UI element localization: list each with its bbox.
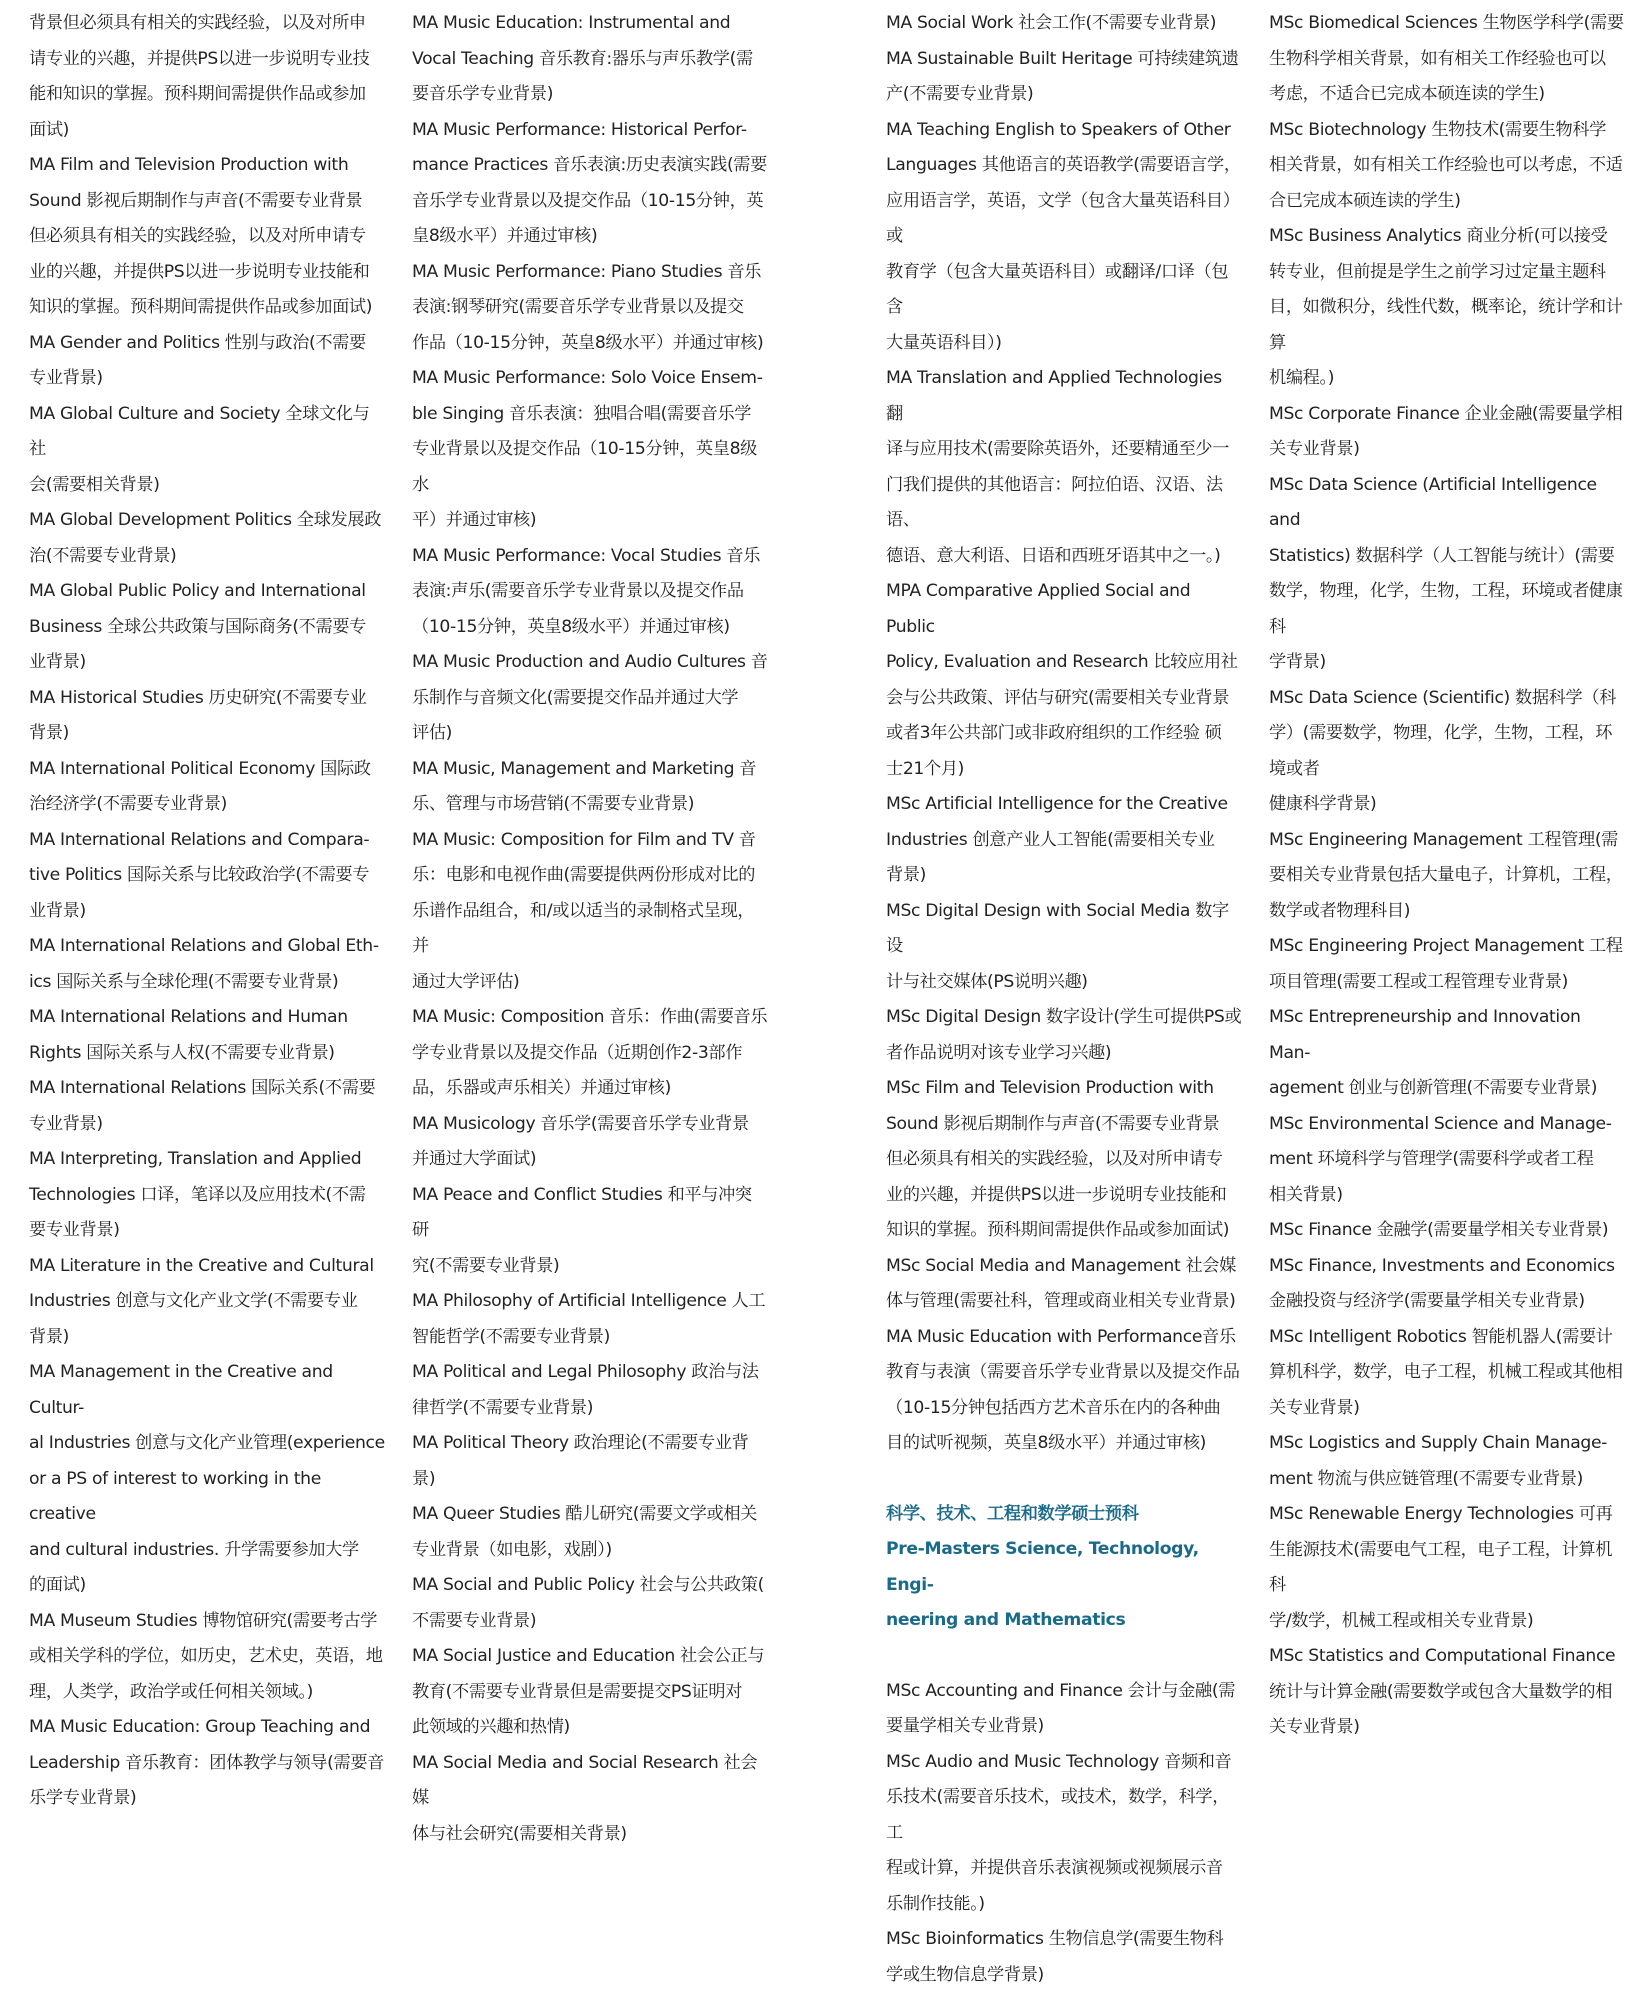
program-entry-line: MSc Statistics and Computational Finance <box>1269 1639 1625 1675</box>
program-entry <box>29 6 385 148</box>
program-entry <box>412 645 768 752</box>
program-entry-line: Vocal Teaching 音乐教育:器乐与声乐教学(需 <box>412 42 768 78</box>
program-entry <box>886 1071 1242 1249</box>
program-entry <box>1269 468 1625 681</box>
program-entry-line: 知识的掌握。预科期间需提供作品或参加面试) <box>886 1213 1242 1249</box>
program-entry-line: MA Interpreting, Translation and Applied <box>29 1142 385 1178</box>
program-entry-line: 应用语言学，英语，文学（包含大量英语科目）或 <box>886 184 1242 255</box>
program-entry-line: 关专业背景) <box>1269 1391 1625 1427</box>
program-entry-line: MA Social Work 社会工作(不需要专业背景) <box>886 6 1242 42</box>
program-entry <box>412 1426 768 1497</box>
program-entry-line: 算机科学，数学，电子工程，机械工程或其他相 <box>1269 1355 1625 1391</box>
program-entry-line: MA Peace and Conflict Studies 和平与冲突研 <box>412 1178 768 1249</box>
program-entry <box>29 326 385 397</box>
program-entry <box>412 1000 768 1107</box>
program-entry-line: al Industries 创意与文化产业管理(experience <box>29 1426 385 1462</box>
program-entry-line: 究(不需要专业背景) <box>412 1249 768 1285</box>
program-entry-line: 要音乐学专业背景) <box>412 77 768 113</box>
program-entry-line: Rights 国际关系与人权(不需要专业背景) <box>29 1036 385 1072</box>
program-entry-line: 或者3年公共部门或非政府组织的工作经验 硕 <box>886 716 1242 752</box>
column-4 <box>1269 6 1625 1746</box>
program-entry-line: MA Film and Television Production with <box>29 148 385 184</box>
program-entry-line: 业背景) <box>29 894 385 930</box>
program-entry-line: 要量学相关专业背景) <box>886 1709 1242 1745</box>
program-entry-line: 律哲学(不需要专业背景) <box>412 1391 768 1427</box>
program-entry-line: Leadership 音乐教育：团体教学与领导(需要音 <box>29 1746 385 1782</box>
program-entry-line: MSc Finance 金融学(需要量学相关专业背景) <box>1269 1213 1625 1249</box>
program-entry-line: MA Gender and Politics 性别与政治(不需要 <box>29 326 385 362</box>
program-entry-line: MA Queer Studies 酷儿研究(需要文学或相关 <box>412 1497 768 1533</box>
program-entry <box>29 574 385 681</box>
program-entry-line: MSc Logistics and Supply Chain Manage- <box>1269 1426 1625 1462</box>
program-entry-line: 通过大学评估) <box>412 965 768 1001</box>
program-entry <box>886 42 1242 113</box>
program-entry <box>1269 1426 1625 1497</box>
program-entry-line: 相关背景) <box>1269 1178 1625 1214</box>
program-entry-line: ics 国际关系与全球伦理(不需要专业背景) <box>29 965 385 1001</box>
program-entry-line: MSc Bioinformatics 生物信息学(需要生物科 <box>886 1922 1242 1958</box>
program-entry-line: 体与管理(需要社科，管理或商业相关专业背景) <box>886 1284 1242 1320</box>
program-entry <box>29 1249 385 1356</box>
program-entry-line: 品，乐器或声乐相关）并通过审核) <box>412 1071 768 1107</box>
program-entry-line: MA Sustainable Built Heritage 可持续建筑遗 <box>886 42 1242 78</box>
program-entry-line: 体与社会研究(需要相关背景) <box>412 1817 768 1853</box>
program-entry <box>412 1107 768 1178</box>
program-entry-line: MSc Intelligent Robotics 智能机器人(需要计 <box>1269 1320 1625 1356</box>
program-entry <box>886 1000 1242 1071</box>
program-entry <box>412 823 768 1001</box>
program-entry <box>1269 397 1625 468</box>
program-entry-line: 门我们提供的其他语言：阿拉伯语、汉语、法语、 <box>886 468 1242 539</box>
program-entry-line: 教育学（包含大量英语科目）或翻译/口译（包含 <box>886 255 1242 326</box>
program-entry <box>29 1355 385 1604</box>
program-entry-line: MA International Relations and Compara- <box>29 823 385 859</box>
program-entry <box>412 752 768 823</box>
column-3 <box>886 6 1242 1993</box>
program-entry-line: MA Music Education with Performance音乐 <box>886 1320 1242 1356</box>
section-heading-line: neering and Mathematics <box>886 1603 1242 1639</box>
program-entry-line: 背景) <box>29 1320 385 1356</box>
program-entry-line: 乐谱作品组合，和/或以适当的录制格式呈现，并 <box>412 894 768 965</box>
program-entry <box>412 539 768 646</box>
program-entry <box>886 787 1242 894</box>
program-entry-line: 专业背景以及提交作品（10-15分钟，英皇8级水 <box>412 432 768 503</box>
program-entry-line: MSc Data Science (Artificial Intelligence and <box>1269 468 1625 539</box>
program-entry <box>412 361 768 539</box>
program-entry-line: 目，如微积分，线性代数，概率论，统计学和计算 <box>1269 290 1625 361</box>
program-entry-line: 要相关专业背景包括大量电子，计算机，工程， <box>1269 858 1625 894</box>
program-entry-line: 会与公共政策、评估与研究(需要相关专业背景 <box>886 681 1242 717</box>
program-entry-line: MSc Digital Design with Social Media 数字设 <box>886 894 1242 965</box>
program-entry-line: 但必须具有相关的实践经验，以及对所申请专 <box>886 1142 1242 1178</box>
program-entry-line: MA Political and Legal Philosophy 政治与法 <box>412 1355 768 1391</box>
program-entry-line: 生物科学相关背景，如有相关工作经验也可以 <box>1269 42 1625 78</box>
program-entry-line: or a PS of interest to working in the creative <box>29 1462 385 1533</box>
program-entry-line: 乐技术(需要音乐技术，或技术，数学，科学，工 <box>886 1780 1242 1851</box>
program-entry-line: 背景) <box>29 716 385 752</box>
program-entry-line: MA Musicology 音乐学(需要音乐学专业背景 <box>412 1107 768 1143</box>
program-entry <box>29 1071 385 1142</box>
program-entry-line: Languages 其他语言的英语教学(需要语言学， <box>886 148 1242 184</box>
program-entry <box>886 1745 1242 1923</box>
program-entry-line: 不需要专业背景) <box>412 1604 768 1640</box>
program-entry-line: 乐制作技能。) <box>886 1887 1242 1923</box>
program-entry-line: 数学，物理，化学，生物，工程，环境或者健康科 <box>1269 574 1625 645</box>
program-entry <box>412 1746 768 1853</box>
program-entry <box>1269 113 1625 220</box>
program-entry-line: MA International Relations and Global Eth- <box>29 929 385 965</box>
program-entry-line: 乐、管理与市场营销(不需要专业背景) <box>412 787 768 823</box>
program-entry-line: ment 环境科学与管理学(需要科学或者工程 <box>1269 1142 1625 1178</box>
program-entry-line: 乐学专业背景) <box>29 1781 385 1817</box>
program-entry-line: MA Philosophy of Artificial Intelligence 人工 <box>412 1284 768 1320</box>
program-entry-line: 乐制作与音频文化(需要提交作品并通过大学 <box>412 681 768 717</box>
program-entry-line: 计与社交媒体(PS说明兴趣) <box>886 965 1242 1001</box>
program-entry-line: MA International Political Economy 国际政 <box>29 752 385 788</box>
program-entry-line: 治经济学(不需要专业背景) <box>29 787 385 823</box>
program-entry-line: 平）并通过审核) <box>412 503 768 539</box>
program-entry-line: 背景) <box>886 858 1242 894</box>
program-entry-line: 合已完成本硕连读的学生) <box>1269 184 1625 220</box>
program-entry <box>886 1922 1242 1993</box>
program-entry-line: Industries 创意产业人工智能(需要相关专业 <box>886 823 1242 859</box>
program-entry <box>29 823 385 930</box>
program-entry-line: ble Singing 音乐表演：独唱合唱(需要音乐学 <box>412 397 768 433</box>
program-entry-line: 乐：电影和电视作曲(需要提供两份形成对比的 <box>412 858 768 894</box>
program-entry-line: （10-15分钟，英皇8级水平）并通过审核) <box>412 610 768 646</box>
program-entry <box>412 1639 768 1746</box>
program-entry-line: 或相关学科的学位，如历史，艺术史，英语，地 <box>29 1639 385 1675</box>
program-entry <box>1269 1320 1625 1427</box>
program-entry-line: MA Teaching English to Speakers of Other <box>886 113 1242 149</box>
program-entry <box>29 752 385 823</box>
program-entry <box>29 1710 385 1817</box>
program-entry <box>886 1320 1242 1462</box>
program-entry <box>1269 929 1625 1000</box>
program-entry-line: （10-15分钟包括西方艺术音乐在内的各种曲 <box>886 1391 1242 1427</box>
program-entry <box>1269 1497 1625 1639</box>
program-entry-line: 请专业的兴趣，并提供PS以进一步说明专业技 <box>29 42 385 78</box>
program-entry-line: 统计与计算金融(需要数学或包含大量数学的相 <box>1269 1675 1625 1711</box>
program-entry-line: 但必须具有相关的实践经验，以及对所申请专 <box>29 219 385 255</box>
program-entry-line: Sound 影视后期制作与声音(不需要专业背景 <box>29 184 385 220</box>
program-entry-line: 关专业背景) <box>1269 1710 1625 1746</box>
program-entry <box>1269 6 1625 113</box>
program-entry-line: MA Music: Composition 音乐：作曲(需要音乐 <box>412 1000 768 1036</box>
program-entry-line: 能和知识的掌握。预科期间需提供作品或参加 <box>29 77 385 113</box>
program-entry-line: ment 物流与供应链管理(不需要专业背景) <box>1269 1462 1625 1498</box>
program-entry-line: MSc Accounting and Finance 会计与金融(需 <box>886 1674 1242 1710</box>
program-entry <box>412 6 768 113</box>
program-entry <box>29 503 385 574</box>
program-entry-line: 学或生物信息学背景) <box>886 1958 1242 1993</box>
program-entry <box>1269 1639 1625 1746</box>
program-entry-line: MSc Artificial Intelligence for the Creative <box>886 787 1242 823</box>
program-entry-line: tive Politics 国际关系与比较政治学(不需要专 <box>29 858 385 894</box>
program-entry <box>29 1000 385 1071</box>
program-entry-line: 机编程。) <box>1269 361 1625 397</box>
program-entry-line: MA Management in the Creative and Cultur- <box>29 1355 385 1426</box>
program-entry-line: 金融投资与经济学(需要量学相关专业背景) <box>1269 1284 1625 1320</box>
program-entry-line: MSc Corporate Finance 企业金融(需要量学相 <box>1269 397 1625 433</box>
program-entry-line: 德语、意大利语、日语和西班牙语其中之一。) <box>886 539 1242 575</box>
program-entry-line: MA International Relations and Human <box>29 1000 385 1036</box>
program-entry <box>1269 1249 1625 1320</box>
program-entry <box>412 1178 768 1285</box>
program-entry-line: MSc Digital Design 数字设计(学生可提供PS或 <box>886 1000 1242 1036</box>
program-entry-line: 知识的掌握。预科期间需提供作品或参加面试) <box>29 290 385 326</box>
program-entry-line: MA Music, Management and Marketing 音 <box>412 752 768 788</box>
program-entry <box>29 397 385 504</box>
program-entry-line: 者作品说明对该专业学习兴趣) <box>886 1036 1242 1072</box>
program-entry <box>29 929 385 1000</box>
program-entry <box>412 1568 768 1639</box>
program-entry-line: Technologies 口译，笔译以及应用技术(不需 <box>29 1178 385 1214</box>
program-entry-line: 业背景) <box>29 645 385 681</box>
program-entry-line: 教育与表演（需要音乐学专业背景以及提交作品 <box>886 1355 1242 1391</box>
program-entry-line: MA International Relations 国际关系(不需要 <box>29 1071 385 1107</box>
program-entry-line: MA Global Development Politics 全球发展政 <box>29 503 385 539</box>
program-entry-line: 考虑，不适合已完成本硕连读的学生) <box>1269 77 1625 113</box>
program-entry <box>1269 823 1625 930</box>
section-heading-line: 科学、技术、工程和数学硕士预科 <box>886 1497 1242 1533</box>
program-entry-line: MSc Film and Television Production with <box>886 1071 1242 1107</box>
program-entry-line: Sound 影视后期制作与声音(不需要专业背景 <box>886 1107 1242 1143</box>
program-entry <box>29 681 385 752</box>
program-entry-line: 健康科学背景) <box>1269 787 1625 823</box>
program-entry <box>1269 1107 1625 1214</box>
program-entry-line: 背景但必须具有相关的实践经验，以及对所申 <box>29 6 385 42</box>
program-entry-line: MA Political Theory 政治理论(不需要专业背 <box>412 1426 768 1462</box>
program-entry-line: MSc Biotechnology 生物技术(需要生物科学 <box>1269 113 1625 149</box>
program-entry-line: MA Museum Studies 博物馆研究(需要考古学 <box>29 1604 385 1640</box>
program-entry-line: MSc Entrepreneurship and Innovation Man- <box>1269 1000 1625 1071</box>
program-entry <box>886 1249 1242 1320</box>
program-entry-line: MA Global Public Policy and International <box>29 574 385 610</box>
program-entry <box>886 113 1242 362</box>
program-entry-line: 生能源技术(需要电气工程，电子工程，计算机科 <box>1269 1533 1625 1604</box>
program-entry-line: Policy, Evaluation and Research 比较应用社 <box>886 645 1242 681</box>
program-entry-line: MA Literature in the Creative and Cultural <box>29 1249 385 1285</box>
program-entry-line: MSc Engineering Management 工程管理(需 <box>1269 823 1625 859</box>
program-entry-line: 理，人类学，政治学或任何相关领域。) <box>29 1675 385 1711</box>
program-entry <box>412 113 768 255</box>
program-entry-line: MSc Audio and Music Technology 音频和音 <box>886 1745 1242 1781</box>
program-entry-line: MSc Data Science (Scientific) 数据科学（科 <box>1269 681 1625 717</box>
program-entry-line: MA Music Production and Audio Cultures 音 <box>412 645 768 681</box>
program-entry-line: MA Translation and Applied Technologies 翻 <box>886 361 1242 432</box>
program-entry-line: and cultural industries. 升学需要参加大学 <box>29 1533 385 1569</box>
program-entry-line: Business 全球公共政策与国际商务(不需要专 <box>29 610 385 646</box>
program-entry <box>886 6 1242 42</box>
program-entry-line: 数学或者物理科目) <box>1269 894 1625 930</box>
program-entry-line: Statistics) 数据科学（人工智能与统计）(需要 <box>1269 539 1625 575</box>
program-entry-line: 专业背景) <box>29 361 385 397</box>
program-entry-line: MA Music: Composition for Film and TV 音 <box>412 823 768 859</box>
program-entry-line: MPA Comparative Applied Social and Public <box>886 574 1242 645</box>
program-entry-line: 译与应用技术(需要除英语外，还要精通至少一 <box>886 432 1242 468</box>
program-entry-line: 皇8级水平）并通过审核) <box>412 219 768 255</box>
program-entry-line: MSc Renewable Energy Technologies 可再 <box>1269 1497 1625 1533</box>
section-heading-line: Pre-Masters Science, Technology, Engi- <box>886 1532 1242 1603</box>
program-entry-line: 程或计算，并提供音乐表演视频或视频展示音 <box>886 1851 1242 1887</box>
program-entry-line: MSc Engineering Project Management 工程 <box>1269 929 1625 965</box>
program-entry-line: 音乐学专业背景以及提交作品（10-15分钟，英 <box>412 184 768 220</box>
program-entry <box>886 894 1242 1001</box>
program-entry <box>1269 1000 1625 1107</box>
program-entry-line: 表演:钢琴研究(需要音乐学专业背景以及提交 <box>412 290 768 326</box>
program-entry <box>886 574 1242 787</box>
program-entry-line: MA Social Justice and Education 社会公正与 <box>412 1639 768 1675</box>
program-entry <box>412 1284 768 1355</box>
program-entry-line: Industries 创意与文化产业文学(不需要专业 <box>29 1284 385 1320</box>
program-entry-line: MA Social Media and Social Research 社会媒 <box>412 1746 768 1817</box>
program-entry-line: 学）(需要数学，物理，化学，生物，工程，环境或者 <box>1269 716 1625 787</box>
program-entry-line: 业的兴趣，并提供PS以进一步说明专业技能和 <box>886 1178 1242 1214</box>
program-entry-line: MA Music Performance: Vocal Studies 音乐 <box>412 539 768 575</box>
program-entry-line: 并通过大学面试) <box>412 1142 768 1178</box>
program-entry-line: 会(需要相关背景) <box>29 468 385 504</box>
program-entry-line: MA Music Performance: Solo Voice Ensem- <box>412 361 768 397</box>
program-entry <box>886 1674 1242 1745</box>
program-entry-line: 学背景) <box>1269 645 1625 681</box>
program-entry-line: 此领域的兴趣和热情) <box>412 1710 768 1746</box>
program-entry-line: 转专业，但前提是学生之前学习过定量主题科 <box>1269 255 1625 291</box>
program-entry <box>1269 681 1625 823</box>
program-entry-line: 目的试听视频，英皇8级水平）并通过审核) <box>886 1426 1242 1462</box>
program-entry-line: agement 创业与创新管理(不需要专业背景) <box>1269 1071 1625 1107</box>
program-entry-line: 关专业背景) <box>1269 432 1625 468</box>
program-entry-line: MSc Business Analytics 商业分析(可以接受 <box>1269 219 1625 255</box>
program-entry-line: 智能哲学(不需要专业背景) <box>412 1320 768 1356</box>
section-heading-stem <box>886 1497 1242 1639</box>
program-entry <box>29 1142 385 1249</box>
program-entry-line: 专业背景（如电影，戏剧）) <box>412 1533 768 1569</box>
program-entry-line: MA Music Performance: Piano Studies 音乐 <box>412 255 768 291</box>
program-entry-line: MA Music Education: Instrumental and <box>412 6 768 42</box>
program-entry-line: MA Historical Studies 历史研究(不需要专业 <box>29 681 385 717</box>
program-entry-line: 评估) <box>412 716 768 752</box>
column-1 <box>29 6 385 1817</box>
program-entry-line: mance Practices 音乐表演:历史表演实践(需要 <box>412 148 768 184</box>
program-entry-line: 士21个月) <box>886 752 1242 788</box>
program-entry-line: 相关背景，如有相关工作经验也可以考虑，不适 <box>1269 148 1625 184</box>
program-entry-line: 作品（10-15分钟，英皇8级水平）并通过审核) <box>412 326 768 362</box>
program-entry <box>29 148 385 326</box>
program-entry-line: MA Music Performance: Historical Perfor- <box>412 113 768 149</box>
program-entry-line: 教育(不需要专业背景但是需要提交PS证明对 <box>412 1675 768 1711</box>
program-entry-line: 治(不需要专业背景) <box>29 539 385 575</box>
program-entry-line: MA Social and Public Policy 社会与公共政策( <box>412 1568 768 1604</box>
program-entry-line: MSc Environmental Science and Manage- <box>1269 1107 1625 1143</box>
program-entry-line: 专业背景) <box>29 1107 385 1143</box>
program-entry <box>1269 219 1625 397</box>
program-entry-line: 的面试) <box>29 1568 385 1604</box>
program-entry-line: 业的兴趣，并提供PS以进一步说明专业技能和 <box>29 255 385 291</box>
program-entry-line: MA Music Education: Group Teaching and <box>29 1710 385 1746</box>
program-entry-line: 项目管理(需要工程或工程管理专业背景) <box>1269 965 1625 1001</box>
program-entry-line: 学/数学，机械工程或相关专业背景) <box>1269 1604 1625 1640</box>
program-entry-line: 面试) <box>29 113 385 149</box>
program-entry-line: 大量英语科目）) <box>886 326 1242 362</box>
program-entry-line: MA Global Culture and Society 全球文化与社 <box>29 397 385 468</box>
program-entry-line: 学专业背景以及提交作品（近期创作2-3部作 <box>412 1036 768 1072</box>
program-entry <box>1269 1213 1625 1249</box>
program-entry <box>412 1497 768 1568</box>
program-entry-line: MSc Finance, Investments and Economics <box>1269 1249 1625 1285</box>
program-entry <box>412 255 768 362</box>
program-entry-line: 表演:声乐(需要音乐学专业背景以及提交作品 <box>412 574 768 610</box>
program-entry-line: MSc Biomedical Sciences 生物医学科学(需要 <box>1269 6 1625 42</box>
program-entry <box>29 1604 385 1711</box>
program-entry <box>412 1355 768 1426</box>
program-entry-line: 产(不需要专业背景) <box>886 77 1242 113</box>
column-2 <box>412 6 768 1852</box>
program-entry-line: MSc Social Media and Management 社会媒 <box>886 1249 1242 1285</box>
program-entry-line: 要专业背景) <box>29 1213 385 1249</box>
program-entry-line: 景) <box>412 1462 768 1498</box>
program-entry <box>886 361 1242 574</box>
